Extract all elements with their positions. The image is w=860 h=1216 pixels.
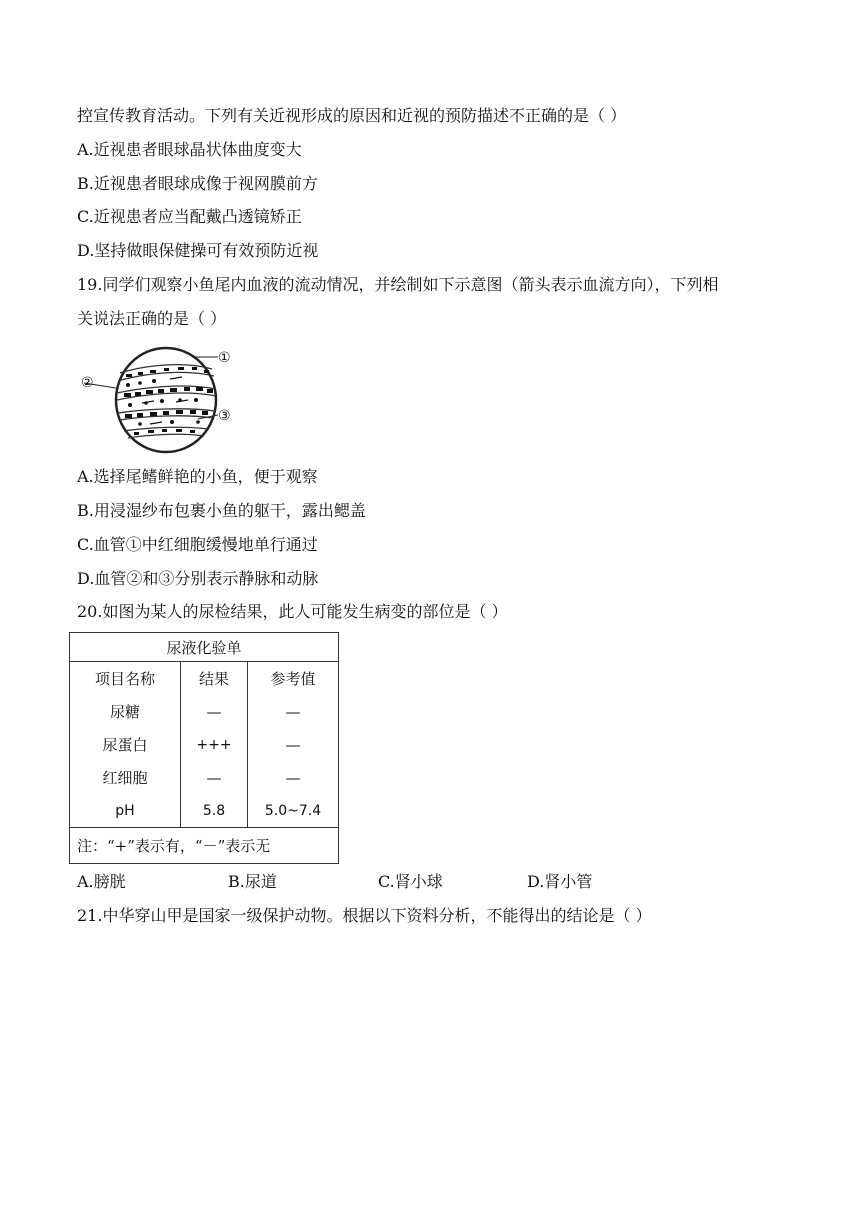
question-18-stem-end: 控宣传教育活动。下列有关近视形成的原因和近视的预防描述不正确的是（ ）	[77, 106, 627, 125]
table-cell-result: —	[181, 761, 248, 794]
table-cell-result: +++	[181, 728, 248, 761]
table-cell-item: 尿糖	[109, 703, 140, 721]
table-row	[70, 761, 338, 794]
option-20-d: D.肾小管	[527, 872, 593, 891]
table-cell-reference: 5.0~7.4	[264, 802, 322, 819]
option-20-b: B.尿道	[228, 872, 277, 891]
table-cell-item: 尿蛋白	[102, 736, 148, 754]
table-header-result: 结果	[181, 662, 248, 696]
table-row	[70, 794, 338, 828]
table-cell-reference: —	[285, 768, 301, 787]
table-cell-result: 5.8	[181, 794, 248, 828]
table-header-reference: 参考值	[270, 670, 316, 688]
table-cell-item: pH	[115, 802, 135, 819]
question-19-stem: 19.同学们观察小鱼尾内血液的流动情况，并绘制如下示意图（箭头表示血流方向），下列相	[77, 275, 719, 294]
figure-label-3: ③	[218, 408, 231, 424]
table-cell-reference: —	[285, 735, 301, 754]
option-19-b: B.用浸湿纱布包裹小鱼的躯干，露出鳃盖	[77, 501, 366, 520]
question-21-stem: 21.中华穿山甲是国家一级保护动物。根据以下资料分析，不能得出的结论是（ ）	[77, 906, 652, 925]
figure-label-2: ②	[81, 375, 94, 391]
option-19-c: C.血管①中红细胞缓慢地单行通过	[77, 535, 318, 554]
table-note: 注：“+”表示有，“－”表示无	[70, 828, 338, 864]
option-18-a: A.近视患者眼球晶状体曲度变大	[77, 140, 302, 159]
question-20-stem: 20.如图为某人的尿检结果，此人可能发生病变的部位是（ ）	[77, 602, 508, 621]
table-row	[70, 728, 338, 761]
option-18-d: D.坚持做眼保健操可有效预防近视	[77, 241, 319, 260]
table-row	[70, 695, 338, 728]
table-cell-result: —	[181, 695, 248, 728]
urine-test-table	[70, 633, 338, 863]
option-20-c: C.肾小球	[378, 872, 443, 891]
fish-tail-blood-flow-figure	[80, 343, 246, 455]
table-cell-item: 红细胞	[102, 769, 148, 787]
figure-label-1: ①	[218, 350, 231, 366]
option-19-a: A.选择尾鳍鲜艳的小鱼，便于观察	[77, 467, 318, 486]
option-18-b: B.近视患者眼球成像于视网膜前方	[77, 174, 318, 193]
table-cell-reference: —	[285, 702, 301, 721]
question-19-stem-cont: 关说法正确的是（ ）	[77, 309, 227, 328]
option-18-c: C.近视患者应当配戴凸透镜矫正	[77, 207, 302, 226]
option-19-d: D.血管②和③分别表示静脉和动脉	[77, 569, 319, 588]
option-20-a: A.膀胱	[77, 872, 126, 891]
table-header-item: 项目名称	[94, 670, 155, 688]
table-title: 尿液化验单	[70, 633, 338, 662]
